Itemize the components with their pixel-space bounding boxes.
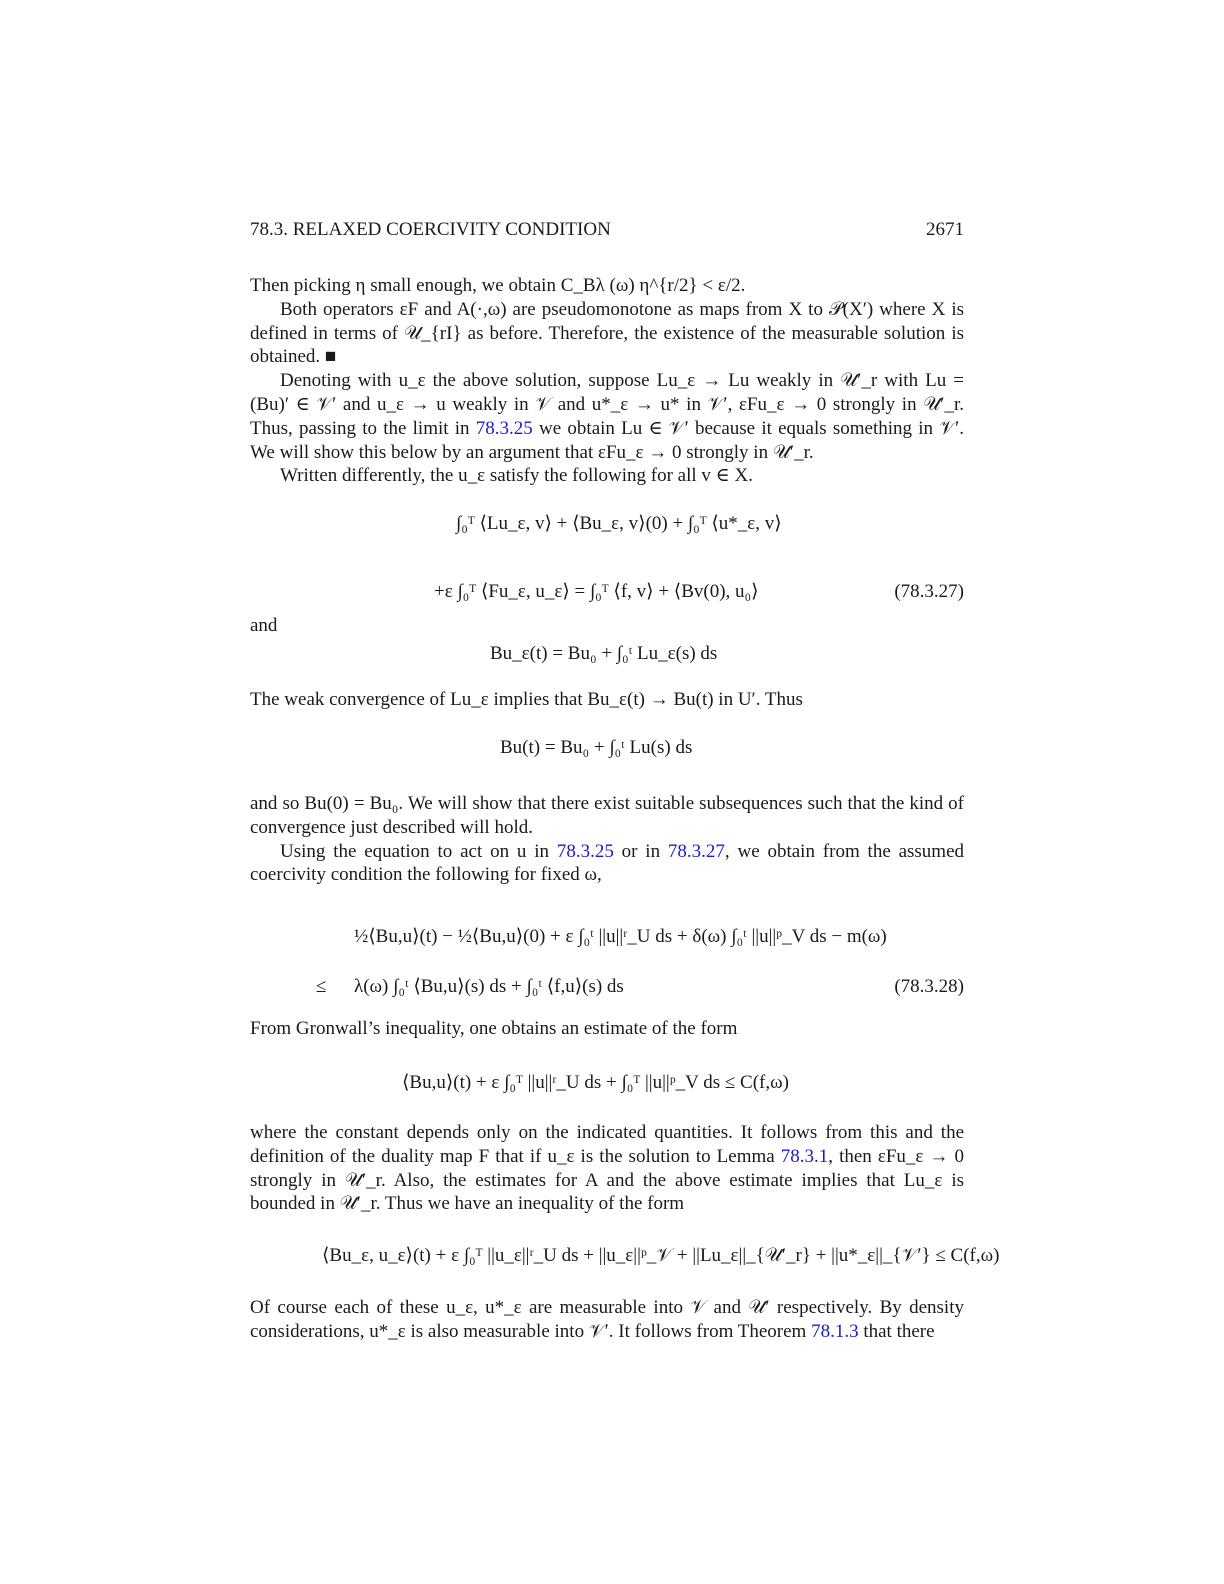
paragraph: Denoting with u_ε the above solution, suppose Lu_ε → Lu weakly in 𝒰′_r with Lu = (Bu)′ ∈ 𝒱′ and u_ε → u weakly in 𝒱 and u*_ε → u* in 𝒱′, εFu_ε → 0 strongly in 𝒰′_r. Thus, passing to the limit in 78.3.25 we obtain Lu ∈ 𝒱′ because it equals something in 𝒱′. We will show this below by an argument that εFu_ε → 0 strongly in 𝒰′_r. [250, 370, 965, 463]
theorem-link[interactable]: 78.1.3 [811, 1320, 859, 1342]
equation-number: (78.3.28) [894, 976, 964, 998]
equation-gronwall: ⟨Bu,u⟩(t) + ε ∫₀ᵀ ||u||ʳ_U ds + ∫₀ᵀ ||u||ᵖ_V ds ≤ C(f,ω) [402, 1071, 789, 1093]
equation-78-3-28 [250, 887, 964, 1017]
equation-final: ⟨Bu_ε, u_ε⟩(t) + ε ∫₀ᵀ ||u_ε||ʳ_U ds + ||u_ε||ᵖ_𝒱 + ||Lu_ε||_{𝒰′_r} + ||u*_ε||_{𝒱′} ≤ C(f,ω) [322, 1245, 1000, 1267]
equation-line: λ(ω) ∫₀ᵗ ⟨Bu,u⟩(s) ds + ∫₀ᵗ ⟨f,u⟩(s) ds [354, 976, 624, 998]
page-body [250, 274, 1000, 1344]
section-title: 78.3. RELAXED COERCIVITY CONDITION [250, 219, 611, 240]
lemma-link[interactable]: 78.3.1 [780, 1145, 829, 1167]
running-header [250, 219, 964, 245]
paragraph: and so Bu(0) = Bu₀. We will show that there exist suitable subsequences such that the kind of convergence just described will hold. [250, 792, 964, 838]
paragraph: Of course each of these u_ε, u*_ε are measurable into 𝒱 and 𝒰′ respectively. By density considerations, u*_ε is also measurable into 𝒱′. It follows from Theorem 78.1.3 that there [250, 1297, 964, 1342]
paragraph: The weak convergence of Lu_ε implies that Bu_ε(t) → Bu(t) in U′. Thus [250, 689, 803, 711]
equation-link[interactable]: 78.3.27 [667, 840, 725, 862]
and-line: and [250, 615, 278, 637]
equation-line: ∫₀ᵀ ⟨Lu_ε, v⟩ + ⟨Bu_ε, v⟩(0) + ∫₀ᵀ ⟨u*_ε, v⟩ [456, 513, 782, 535]
paragraph: Using the equation to act on u in 78.3.25 or in 78.3.27, we obtain from the assumed coercivity condition the following for fixed ω, [250, 840, 965, 886]
equation-link[interactable]: 78.3.25 [475, 417, 533, 439]
paragraph: Both operators εF and A(·,ω) are pseudomonotone as maps from X to 𝒫(X′) where X is defined in terms of 𝒰_{rI} as before. Therefore, the existence of the measurable solution is obtained. ■ [250, 298, 964, 368]
equation-bu: Bu(t) = Bu₀ + ∫₀ᵗ Lu(s) ds [500, 736, 693, 758]
equation-line: ½⟨Bu,u⟩(t) − ½⟨Bu,u⟩(0) + ε ∫₀ᵗ ||u||ʳ_U ds + δ(ω) ∫₀ᵗ ||u||ᵖ_V ds − m(ω) [354, 926, 887, 948]
equation-line: +ε ∫₀ᵀ ⟨Fu_ε, u_ε⟩ = ∫₀ᵀ ⟨f, v⟩ + ⟨Bv(0), u₀⟩ [434, 581, 759, 603]
page-number: 2671 [926, 219, 964, 240]
equation-bu-eps: Bu_ε(t) = Bu₀ + ∫₀ᵗ Lu_ε(s) ds [490, 643, 718, 665]
paragraph: where the constant depends only on the indicated quantities. It follows from this and the definition of the duality map F that if u_ε is the solution to Lemma 78.3.1, then εFu_ε → 0 strongly in 𝒰′_r. Also, the estimates for A and the above estimate implies that Lu_ε is bounded in 𝒰′_r. Thus we have an inequality of the form [250, 1121, 964, 1215]
equation-link[interactable]: 78.3.25 [556, 840, 614, 862]
leq-symbol: ≤ [316, 976, 327, 998]
paragraph: Then picking η small enough, we obtain C_Bλ (ω) η^{r/2} < ε/2. [250, 275, 746, 296]
paragraph: Written differently, the u_ε satisfy the following for all v ∈ X. [280, 465, 753, 487]
equation-number: (78.3.27) [894, 581, 964, 603]
equation-78-3-27 [250, 488, 964, 608]
paragraph: From Gronwall’s inequality, one obtains an estimate of the form [250, 1018, 738, 1040]
